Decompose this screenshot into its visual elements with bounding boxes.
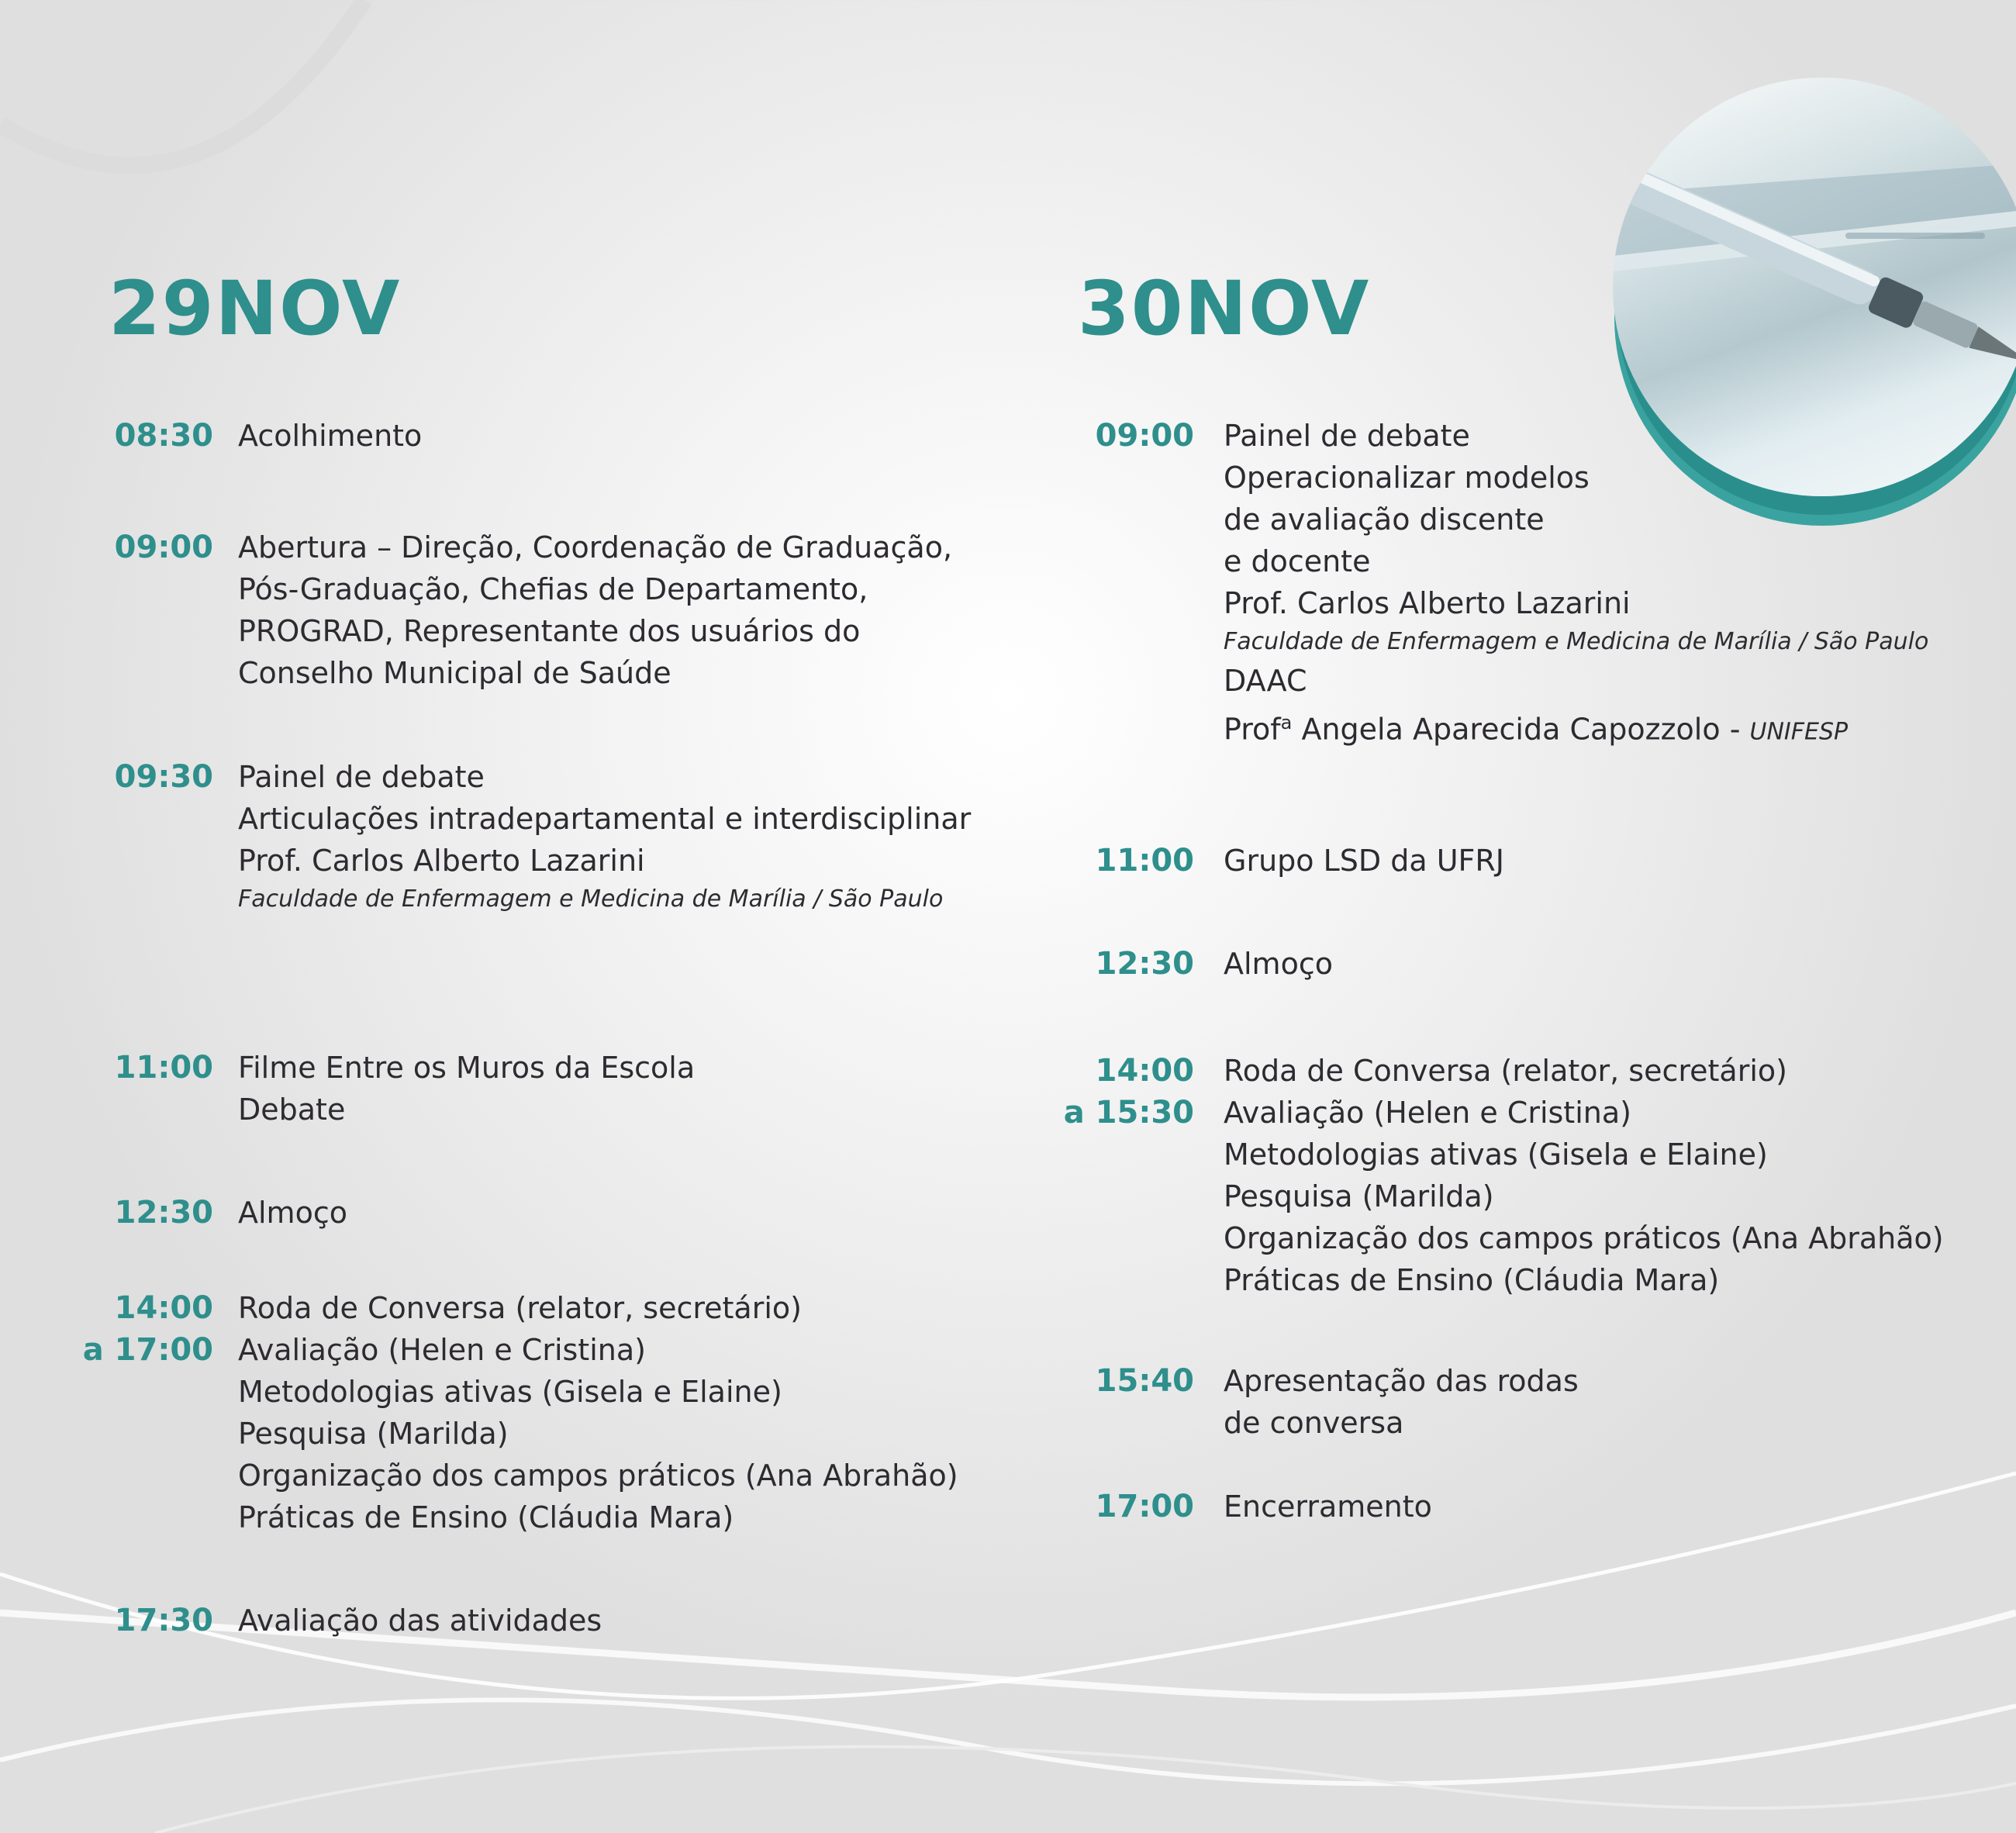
time-range [47,1287,213,1371]
desc-line: Pós-Graduação, Chefias de Departamento, [238,572,868,606]
time-label-end: a 17:00 [82,1332,213,1368]
time-label: 11:00 [114,1050,213,1086]
desc-line: Acolhimento [238,419,423,453]
item-description [238,1047,695,1131]
desc-line: Práticas de Ensino (Cláudia Mara) [1224,1263,1720,1297]
item-description [238,526,952,694]
desc-line: Metodologias ativas (Gisela e Elaine) [238,1375,782,1409]
day2-item-1700 [1024,1486,1432,1528]
day1-item-0930 [47,756,971,917]
time-label: 08:30 [114,418,213,454]
item-description [1224,943,1333,985]
desc-line: Roda de Conversa (relator, secretário) [1224,1054,1787,1088]
day1-item-1230 [47,1192,347,1234]
item-description [1224,1360,1579,1444]
desc-line: Avaliação (Helen e Cristina) [238,1333,646,1367]
desc-line: Encerramento [1224,1490,1432,1524]
desc-line: Pesquisa (Marilda) [1224,1179,1494,1213]
time-label: 12:30 [1095,946,1194,982]
desc-line: Articulações intradepartamental e interdisciplinar [238,802,972,836]
time-label: 12:30 [114,1195,213,1231]
item-description [1224,1050,1944,1301]
time-range [1024,1050,1194,1134]
desc-line: PROGRAD, Representante dos usuários do [238,614,861,648]
day1-item-0830 [47,415,422,457]
desc-line: Organização dos campos práticos (Ana Abrahão) [238,1458,958,1493]
prof-name: Angela Aparecida Capozzolo - [1292,712,1750,747]
day2-item-1100 [1024,840,1504,882]
time-label: 15:40 [1095,1363,1194,1399]
time-label: 17:30 [114,1603,213,1638]
item-description [238,1287,958,1538]
time-label: 09:00 [1095,418,1194,454]
day1-item-1730 [47,1600,602,1641]
desc-line: Apresentação das rodas [1224,1364,1579,1398]
desc-line: Metodologias ativas (Gisela e Elaine) [1224,1137,1768,1172]
desc-line: Roda de Conversa (relator, secretário) [238,1291,802,1325]
desc-line: Abertura – Direção, Coordenação de Graduação, [238,530,953,564]
day2-item-1400 [1024,1050,1944,1301]
day2-title: 30NOV [1078,265,1371,352]
prof-institution: UNIFESP [1749,718,1849,746]
desc-line: Prof. Carlos Alberto Lazarini [1224,586,1631,620]
time-label: 17:00 [1095,1489,1194,1524]
item-description [238,1192,347,1234]
item-description [1224,415,1928,754]
desc-line: Filme Entre os Muros da Escola [238,1051,696,1085]
day2-item-0900 [1024,415,1928,754]
day1-item-1400 [47,1287,958,1538]
prof-prefix: Prof [1224,712,1281,747]
desc-line: Grupo LSD da UFRJ [1224,844,1505,878]
day1-title: 29NOV [109,265,402,352]
day1-item-1100 [47,1047,695,1131]
desc-line: Avaliação (Helen e Cristina) [1224,1096,1631,1130]
desc-line: e docente [1224,544,1371,578]
time-label: 09:30 [114,759,213,795]
day2-item-1540 [1024,1360,1579,1444]
desc-line: Avaliação das atividades [238,1603,602,1638]
desc-line: Painel de debate [1224,419,1470,453]
day2-item-1230 [1024,943,1333,985]
item-description [238,756,971,917]
prof-angela-line [1224,702,1928,754]
desc-line: Operacionalizar modelos [1224,461,1590,495]
prof-superscript: a [1280,712,1293,734]
time-label: 09:00 [114,530,213,565]
desc-line: Práticas de Ensino (Cláudia Mara) [238,1500,734,1534]
time-label: 14:00 [114,1290,213,1326]
time-label: 11:00 [1095,843,1194,879]
desc-line: Prof. Carlos Alberto Lazarini [238,844,645,878]
desc-line: de avaliação discente [1224,502,1545,537]
item-description [238,1600,602,1641]
item-description [238,415,422,457]
item-description [1224,1486,1432,1528]
desc-line: Almoço [238,1196,347,1230]
desc-line: Pesquisa (Marilda) [238,1417,509,1451]
desc-line: Painel de debate [238,760,485,794]
desc-line: Conselho Municipal de Saúde [238,656,671,690]
item-description [1224,840,1504,882]
time-label-end: a 15:30 [1063,1095,1194,1131]
desc-line: Organização dos campos práticos (Ana Abrahão) [1224,1221,1944,1255]
day1-item-0900 [47,526,952,694]
desc-line: Debate [238,1093,346,1127]
desc-line: DAAC [1224,664,1307,698]
time-label: 14:00 [1095,1053,1194,1089]
desc-line: de conversa [1224,1406,1404,1440]
institution-note: Faculdade de Enfermagem e Medicina de Marília / São Paulo [238,885,944,913]
desc-line: Almoço [1224,947,1333,981]
institution-note: Faculdade de Enfermagem e Medicina de Marília / São Paulo [1224,628,1929,655]
